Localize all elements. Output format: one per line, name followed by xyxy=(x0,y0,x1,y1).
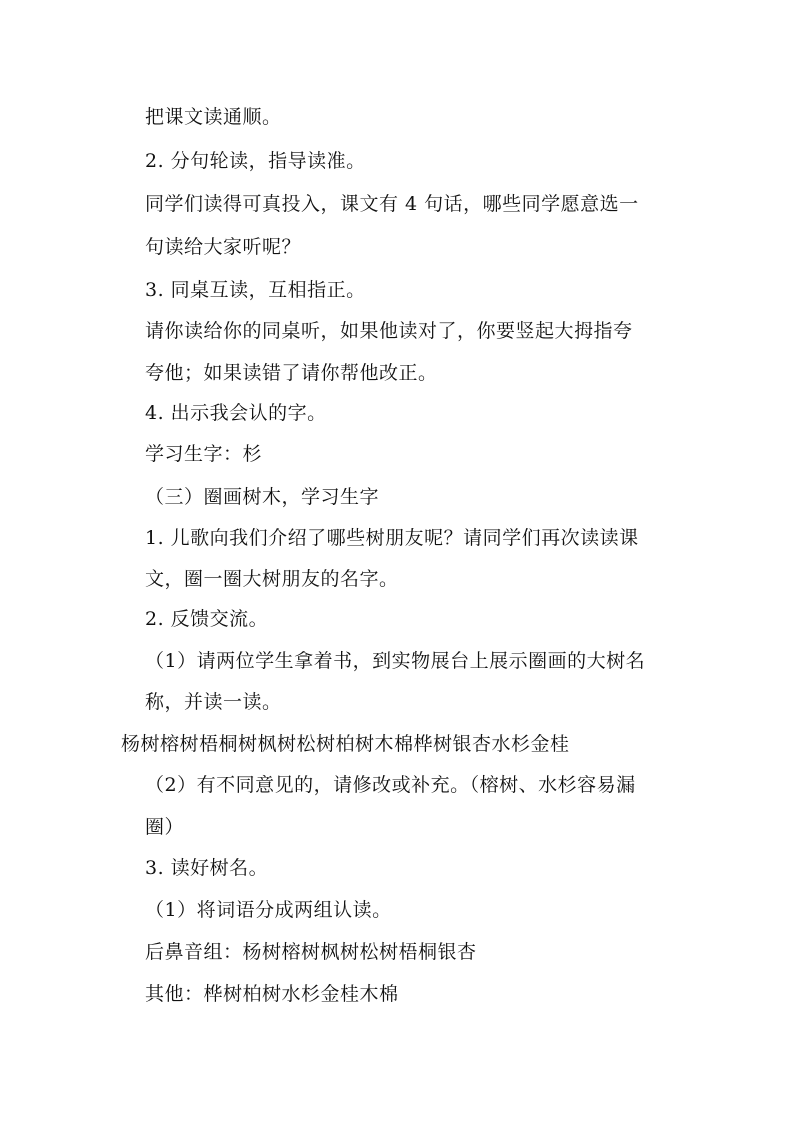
text-line-17: （2）有不同意见的，请修改或补充。（榕树、水杉容易漏 xyxy=(145,774,636,796)
text-line-19: 3. 读好树名。 xyxy=(145,857,269,879)
text-line-9: 学习生字：杉 xyxy=(145,443,263,465)
text-line-15: 称，并读一读。 xyxy=(145,691,282,713)
text-line-12: 文，圈一圈大树朋友的名字。 xyxy=(145,568,399,590)
text-line-4: 句读给大家听呢？ xyxy=(145,236,302,258)
section-heading: （三）圈画树木，学习生字 xyxy=(145,486,380,508)
text-line-21: 后鼻音组：杨树榕树枫树松树梧桐银杏 xyxy=(145,941,477,963)
text-line-6: 请你读给你的同桌听，如果他读对了，你要竖起大拇指夸 xyxy=(145,320,633,342)
text-line-7: 夸他；如果读错了请你帮他改正。 xyxy=(145,362,438,384)
text-line-8: 4. 出示我会认的字。 xyxy=(145,402,327,424)
text-line-20: （1）将词语分成两组认读。 xyxy=(145,899,392,921)
text-line-2: 2. 分句轮读，指导读准。 xyxy=(145,150,366,172)
text-line-5: 3. 同桌互读，互相指正。 xyxy=(145,279,366,301)
text-line-22: 其他：桦树柏树水杉金桂木棉 xyxy=(145,983,399,1005)
text-line-11: 1. 儿歌向我们介绍了哪些树朋友呢？请同学们再次读读课 xyxy=(145,527,639,549)
text-line-13: 2. 反馈交流。 xyxy=(145,608,269,630)
text-line-18: 圈） xyxy=(145,816,185,838)
text-line-14: （1）请两位学生拿着书，到实物展台上展示圈画的大树名 xyxy=(145,650,646,672)
tree-names-line: 杨树榕树梧桐树枫树松树柏树木棉桦树银杏水杉金桂 xyxy=(121,733,570,755)
text-line-3: 同学们读得可真投入，课文有 4 句话，哪些同学愿意选一 xyxy=(145,193,639,215)
text-line-1: 把课文读通顺。 xyxy=(145,106,282,128)
